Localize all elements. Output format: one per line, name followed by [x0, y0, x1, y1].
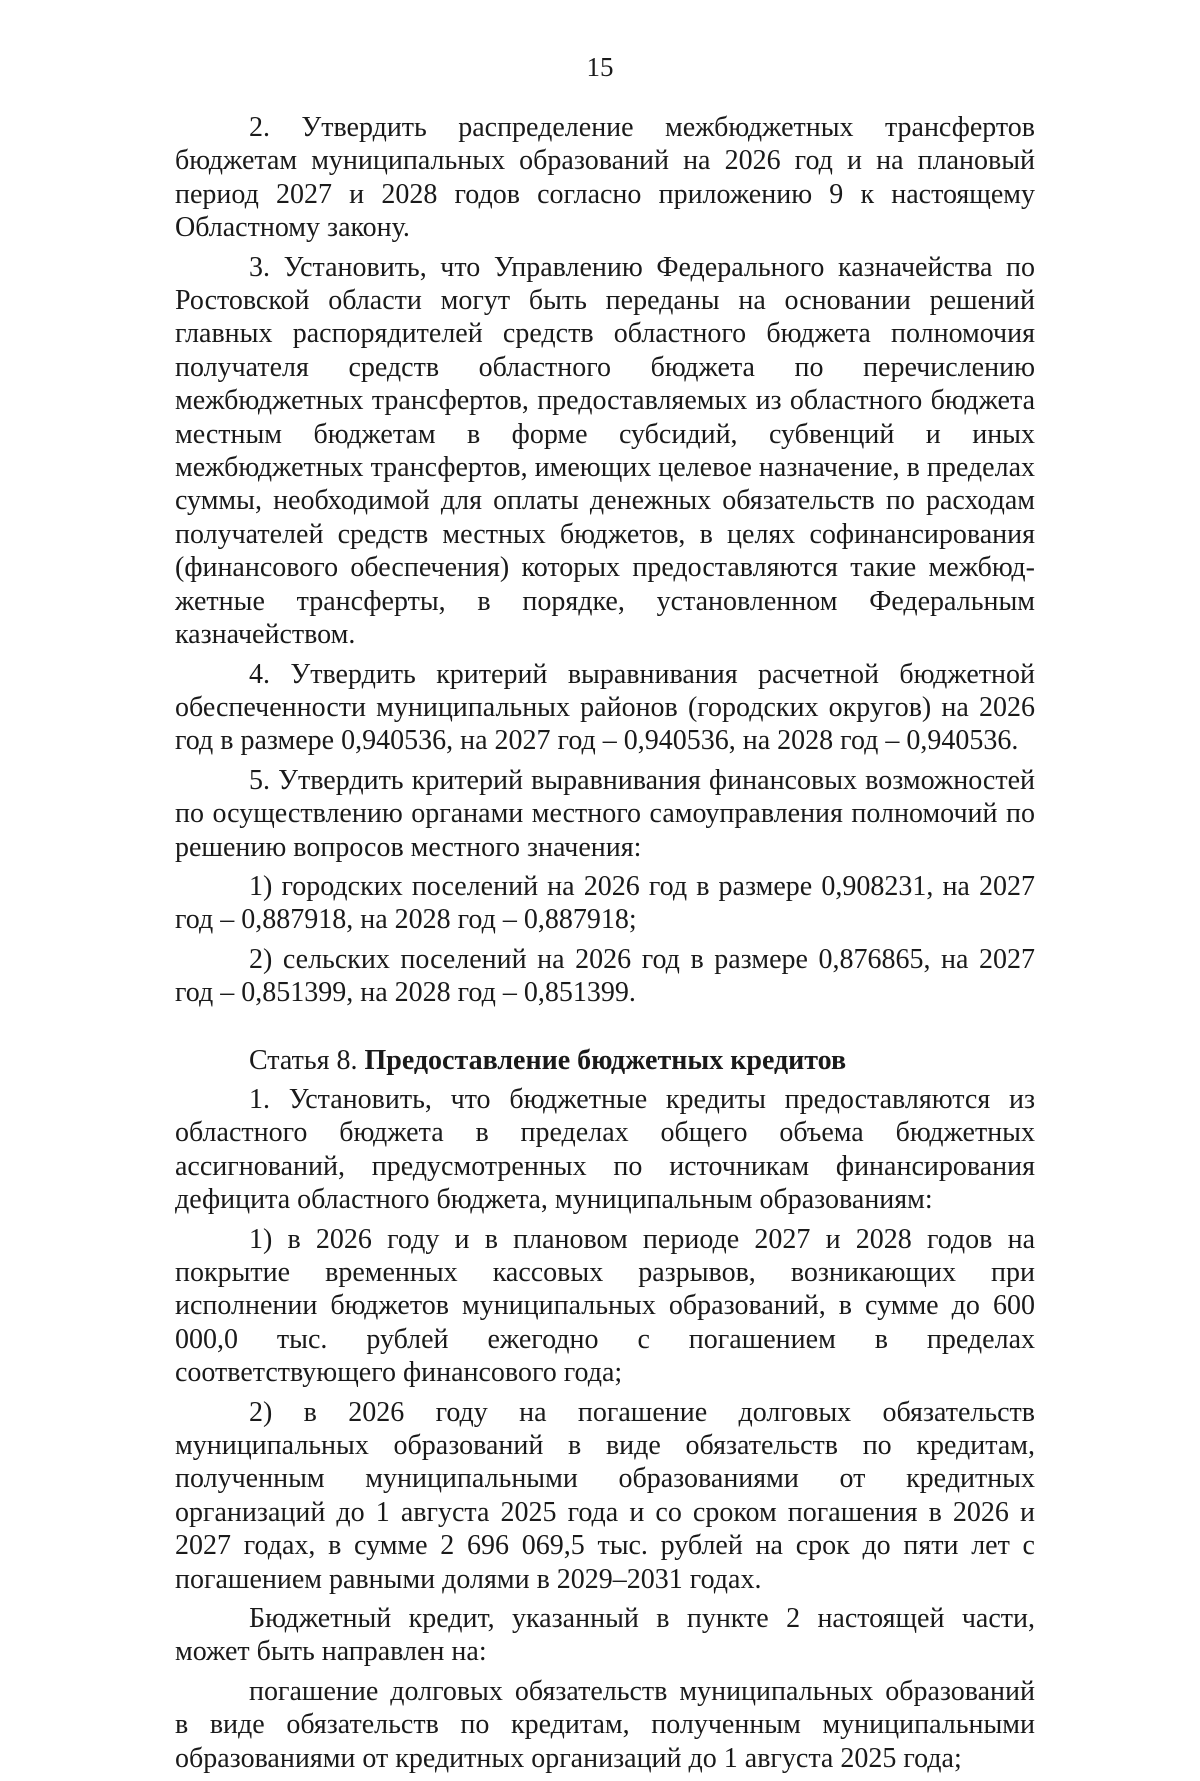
article-credit-note: Бюджетный кредит, указанный в пункте 2 настоящей части, может быть направлен на: — [175, 1603, 1035, 1668]
article-prefix: Статья 8. — [249, 1044, 358, 1076]
article-subitem-1: 1) в 2026 году и в плановом периоде 2027 и 2028 годов на покрытие временных кассовых разрывов, возникающих при исполнении бюджетов муниципальных образований, в сумме до 600 000,0 тыс. рублей ежегодно с погашением в пределах соответствующего финансового года; — [175, 1223, 1035, 1389]
article-paragraph-1: 1. Установить, что бюджетные кредиты предоставляются из областного бюджета в пределах общего объема бюджетных ассигнований, предусмотренных по источникам финансирования дефицита областного бюджета, муниципальным образованиям: — [175, 1083, 1035, 1216]
article-title: Предоставление бюджетных кредитов — [364, 1044, 847, 1076]
paragraph-4-criterion: 4. Утвердить критерий выравнивания расчетной бюджетной обеспеченности муниципальных районов (городских округов) на 2026 год в размере 0,940536, на 2027 год – 0,940536, на 2028 год – 0,940536. — [175, 658, 1035, 757]
subitem-rural-settlements: 2) сельских поселений на 2026 год в размере 0,876865, на 2027 год – 0,851399, на 2028 год – 0,851399. — [175, 943, 1035, 1009]
paragraph-2-distribution: 2. Утвердить распределение межбюджетных трансфертов бюджетам муниципальных образований на 2026 год и на плановый период 2027 и 2028 годов согласно приложению 9 к настоящему Областному закону. — [175, 112, 1035, 244]
paragraph-3-treasury: 3. Установить, что Управлению Федерального казначейства по Ростовской области могут быть переданы на основании решений главных распорядителей средств областного бюджета полномочия получателя средств областного бюджета по перечислению межбюджетных трансфертов, предоставляемых из областного бюджета местным бюджетам в форме субсидий, субвенций и иных межбюджетных трансфертов, имеющих целевое назначение, в пределах суммы, необходимой для оплаты денежных обязательств по расходам получателей средств местных бюджетов, в целях софинансирования (финансового обеспечения) которых предоставляются такие межбюджетные трансферты, в порядке, установленном Федеральным казначейством. — [175, 251, 1035, 651]
document-body — [175, 111, 1035, 1781]
article-credit-purpose: погашение долговых обязательств муниципальных образований в виде обязательств по кредитам, полученным муниципальными образованиями от кредитных организаций до 1 августа 2025 года; — [175, 1675, 1035, 1774]
article-subitem-2: 2) в 2026 году на погашение долговых обязательств муниципальных образований в виде обязательств по кредитам, полученным муниципальными образованиями от кредитных организаций до 1 августа 2025 года и со сроком погашения в 2026 и 2027 годах, в сумме 2 696 069,5 тыс. рублей на срок до пяти лет с погашением равными долями в 2029–2031 годах. — [175, 1396, 1035, 1595]
paragraph-5-criterion: 5. Утвердить критерий выравнивания финансовых возможностей по осуществлению органами местного самоуправления полномочий по решению вопросов местного значения: — [175, 764, 1035, 863]
subitem-urban-settlements: 1) городских поселений на 2026 год в размере 0,908231, на 2027 год – 0,887918, на 2028 год – 0,887918; — [175, 870, 1035, 936]
article-heading — [175, 1044, 1035, 1077]
page-number: 15 — [586, 52, 614, 82]
